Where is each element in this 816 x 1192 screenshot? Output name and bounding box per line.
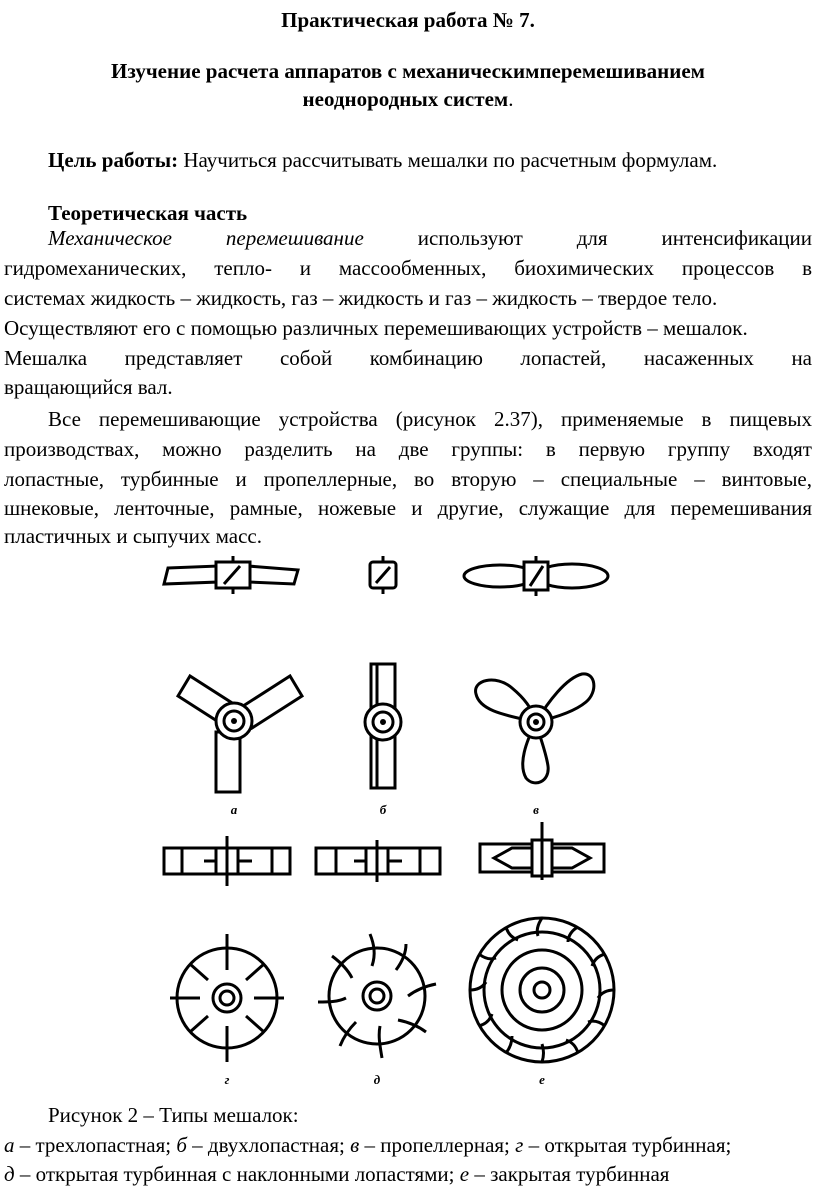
three-blade-agitator [178,676,302,817]
label-b: б [379,802,387,817]
p1-line6: вращающийся вал. [4,375,173,399]
p1-line4: Осуществляют его с помощью различных перемешивающих устройств – мешалок. [4,316,748,340]
caption-key-b: б [176,1133,187,1157]
inclined-blade-turbine-agitator [318,934,436,1087]
agitators-figure [150,556,640,1090]
caption-text-b: – двухлопастная; [186,1133,351,1157]
caption-text-v: – пропеллерная; [359,1133,516,1157]
p1-line3: системах жидкость – жидкость, газ – жидкость и газ – жидкость – твердое тело. [4,286,718,310]
caption-text-e: – закрытая турбинная [469,1162,670,1186]
label-v: в [533,802,539,817]
figure-caption-line3 [4,1160,669,1188]
caption-text-d: – открытая турбинная с наклонными лопастями; [14,1162,460,1186]
p1-line1 [48,224,812,252]
open-turbine-agitator [170,934,284,1087]
closed-turbine-agitator [470,918,614,1087]
caption-key-d: д [4,1162,15,1186]
caption-key-a: а [4,1133,15,1157]
closed-turbine-side-view [480,822,604,880]
subtitle-dot: . [508,87,514,111]
p2-line4: шнековые, ленточные, рамные, ножевые и другие, служащие для перемешивания [4,496,812,520]
goal-line [48,146,717,174]
label-e: е [539,1072,545,1087]
open-turbine-side-view [164,836,290,886]
label-d: д [373,1072,381,1087]
propeller-side-view [464,556,608,596]
label-a: а [230,802,238,817]
two-blade-side-view [370,556,396,594]
agitators-drawing [150,556,640,1090]
subtitle-line2-text: неоднородных систем [302,87,509,111]
p1-line2: гидромеханических, тепло- и массообменных, биохимических процессов в [4,256,812,280]
theory-heading: Теоретическая часть [48,201,248,225]
two-blade-agitator [365,664,401,817]
p2-line3: лопастные, турбинные и пропеллерные, во вторую – специальные – винтовые, [4,467,812,491]
page-subtitle-line2 [0,85,816,113]
three-blade-side-view [164,556,298,594]
p2-line5: пластичных и сыпучих масс. [4,524,262,548]
caption-text-g: – открытая турбинная; [523,1133,732,1157]
p1-term: Механическое перемешивание [48,226,364,250]
page-title: Практическая работа № 7. [281,8,535,32]
caption-key-v: в [350,1133,360,1157]
caption-key-e: е [459,1162,470,1186]
page-subtitle-line1: Изучение расчета аппаратов с механическимперемешиванием [111,59,705,83]
figure-caption-line2 [4,1131,731,1159]
p1-line5: Мешалка представляет собой комбинацию лопастей, насаженных на [4,346,812,370]
figure-caption-title: Рисунок 2 – Типы мешалок: [48,1103,299,1127]
propeller-agitator [476,674,594,817]
inclined-turbine-side-view [316,840,440,882]
caption-key-g: г [515,1133,524,1157]
goal-label: Цель работы: [48,148,179,172]
p1-line1-rest: используют для интенсификации [417,226,812,250]
p2-line1: Все перемешивающие устройства (рисунок 2.37), применяемые в пищевых [48,407,812,431]
caption-text-a: – трехлопастная; [14,1133,177,1157]
p2-line2: производствах, можно разделить на две группы: в первую группу входят [4,437,812,461]
goal-text: Научиться рассчитывать мешалки по расчетным формулам. [178,148,718,172]
label-g: г [224,1072,230,1087]
